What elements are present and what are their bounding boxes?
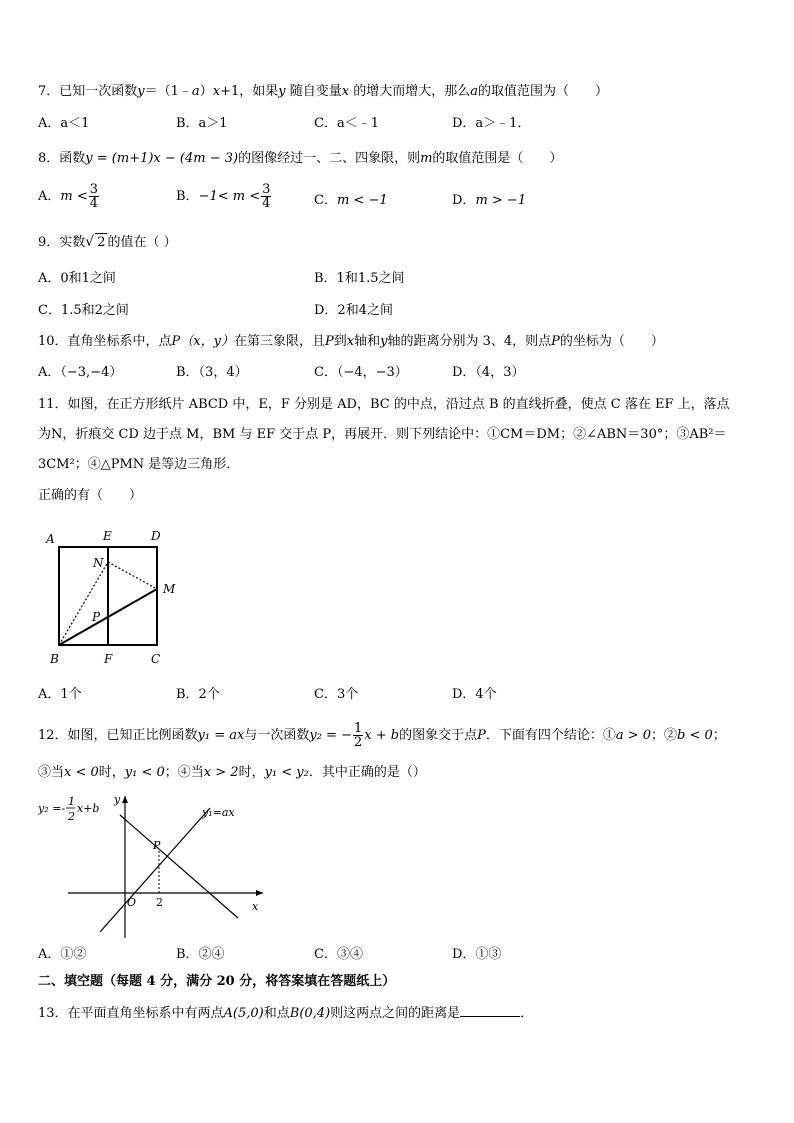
label-p: P bbox=[92, 610, 101, 624]
q12-option-d[interactable]: D．①③ bbox=[452, 947, 502, 962]
label-y1: y₁=ax bbox=[202, 806, 235, 819]
q11-stem-line3: 3CM²；④△PMN 是等边三角形． bbox=[38, 457, 240, 472]
q12-option-a[interactable]: A．①② bbox=[38, 947, 87, 962]
q13-stem: 13．在平面直角坐标系中有两点A(5,0)和点B(0,4)则这两点之间的距离是 ． bbox=[38, 1006, 534, 1021]
q10-stem: 10．直角坐标系中，点P（x，y）在第三象限，且P到x轴和y轴的距离分别为 3、4，则点P的坐标为（ ） bbox=[38, 334, 664, 349]
q10-option-a[interactable]: A．（−3,−4） bbox=[38, 365, 123, 380]
label-y2-prefix: y₂ =- bbox=[38, 802, 66, 815]
label-y2-post: x+b bbox=[77, 802, 100, 815]
y-axis-arrow-icon bbox=[122, 796, 128, 803]
label-x: x bbox=[252, 900, 259, 913]
label-p-point: P bbox=[153, 839, 161, 852]
q12-option-c[interactable]: C．③④ bbox=[314, 947, 363, 962]
section-title-fill-in: 二、填空题（每题 4 分，满分 20 分，将答案填在答题纸上） bbox=[38, 974, 396, 989]
label-y2-num: 1 bbox=[68, 795, 75, 808]
q11-option-b[interactable]: B．2个 bbox=[176, 687, 220, 702]
label-f: F bbox=[104, 652, 113, 666]
label-e: E bbox=[103, 529, 112, 543]
q11-option-c[interactable]: C．3个 bbox=[314, 687, 359, 702]
q7-option-d[interactable]: D．a＞﹣1． bbox=[452, 116, 531, 131]
segment-bn bbox=[59, 562, 108, 645]
q12-graph-figure bbox=[38, 790, 278, 940]
q8-stem: 8．函数y = (m+1)x − (4m − 3)的图像经过一、二、四象限，则m的取值范围是（ ） bbox=[38, 151, 563, 166]
q12-option-b[interactable]: B．②④ bbox=[176, 947, 225, 962]
q9-option-a[interactable]: A．0和1之间 bbox=[38, 271, 116, 286]
label-origin: O bbox=[127, 896, 137, 909]
q7-option-b[interactable]: B．a＞1 bbox=[176, 116, 228, 131]
q8-option-c[interactable]: C．m < −1 bbox=[314, 193, 388, 208]
label-c: C bbox=[151, 652, 161, 666]
q8-option-a[interactable]: A．m < $\frac{3}{4}$ bbox=[38, 182, 99, 211]
label-d: D bbox=[151, 529, 161, 543]
q11-stem-line4: 正确的有（ ） bbox=[38, 488, 143, 503]
label-a: A bbox=[46, 532, 55, 546]
q10-option-c[interactable]: C．（−4，−3） bbox=[314, 365, 408, 380]
q8-option-d[interactable]: D．m > −1 bbox=[452, 193, 527, 208]
q11-stem-line1: 11．如图，在正方形纸片 ABCD 中，E，F 分别是 AD，BC 的中点，沿过点 B 的直线折叠，使点 C 落在 EF 上，落点 bbox=[38, 397, 730, 412]
q7-option-c[interactable]: C．a＜﹣1 bbox=[314, 116, 379, 131]
q10-option-b[interactable]: B．（3，4） bbox=[176, 365, 248, 380]
label-2: 2 bbox=[156, 896, 163, 909]
label-m: M bbox=[163, 582, 176, 596]
q11-square-figure bbox=[38, 522, 198, 672]
q9-stem: 9．实数√ 2 的值在（ ） bbox=[38, 234, 177, 250]
q7-stem: 7．已知一次函数y＝（1﹣a）x+1，如果y 随自变量x 的增大而增大，那么a的取值范围为（ ） bbox=[38, 84, 608, 99]
q10-option-d[interactable]: D．（4，3） bbox=[452, 365, 525, 380]
x-axis-arrow-icon bbox=[256, 890, 263, 896]
q9-option-b[interactable]: B．1和1.5之间 bbox=[314, 271, 405, 286]
q12-stem-line2: ③当x < 0时，y₁ < 0；④当x > 2时，y₁ < y₂．其中正确的是（） bbox=[38, 765, 426, 780]
label-n: N bbox=[93, 556, 104, 570]
label-y: y bbox=[114, 793, 121, 806]
label-b: B bbox=[50, 652, 59, 666]
line-y2 bbox=[120, 815, 238, 918]
q13-answer-blank[interactable] bbox=[460, 1004, 520, 1017]
q11-option-d[interactable]: D．4个 bbox=[452, 687, 497, 702]
q8-option-b[interactable]: B．−1< m < $\frac{3}{4}$ bbox=[176, 182, 271, 211]
q12-stem-line1: 12．如图，已知正比例函数y₁ = ax与一次函数y₂ = − $\frac{1}{2}$ x + b的图象交于点P．下面有四个结论：①a > 0；②b < 0； bbox=[38, 721, 726, 750]
q11-option-a[interactable]: A．1个 bbox=[38, 687, 82, 702]
q9-option-d[interactable]: D．2和4之间 bbox=[314, 303, 393, 318]
segment-nm bbox=[108, 562, 157, 589]
label-y2-den: 2 bbox=[68, 810, 75, 823]
line-y1 bbox=[100, 808, 210, 932]
q11-stem-line2: 为N，折痕交 CD 边于点 M，BM 与 EF 交于点 P，再展开．则下列结论中：①CM＝DM；②∠ABN＝30°；③AB²＝ bbox=[38, 427, 727, 442]
q7-option-a[interactable]: A．a＜1 bbox=[38, 116, 90, 131]
q9-option-c[interactable]: C．1.5和2之间 bbox=[38, 303, 129, 318]
